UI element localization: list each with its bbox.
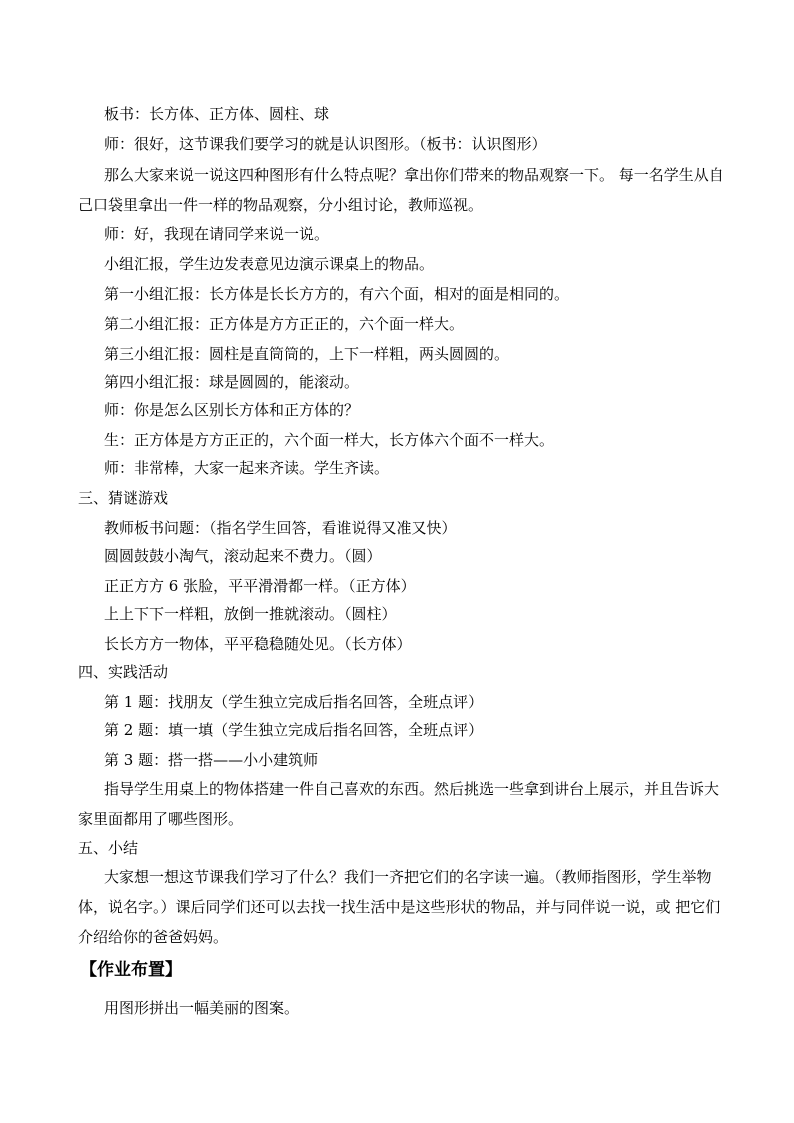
activity-1: 第 1 题：找朋友（学生独立完成后指名回答，全班点评）	[104, 693, 484, 711]
teacher-question: 师：你是怎么区别长方体和正方体的？	[104, 401, 360, 419]
riddle-3: 上上下下一样粗，放倒一推就滚动。（圆柱）	[104, 605, 397, 623]
teacher-line-invite: 师：好，我现在请同学来说一说。	[104, 225, 330, 243]
board-writing-shapes: 板书：长方体、正方体、圆柱、球	[104, 105, 330, 123]
homework-heading: 【作业布置】	[80, 960, 182, 980]
teacher-line-topic: 师：很好，这节课我们要学习的就是认识图形。（板书：认识图形）	[104, 135, 547, 153]
group-report-3: 第三小组汇报：圆柱是直筒筒的，上下一样粗，两头圆圆的。	[104, 345, 510, 363]
student-answer: 生：正方体是方方正正的，六个面一样大，长方体六个面不一样大。	[104, 431, 555, 449]
section-heading-activity: 四、实践活动	[78, 663, 169, 681]
paragraph-summary: 大家想一想这节课我们学习了什么？我们一齐把它们的名字读一遍。（教师指图形，学生举物体，说名字。）课后同学们还可以去找一找生活中是这些形状的物品，并与同伴说一说，或 把它们介绍给你的爸爸妈妈。	[78, 868, 721, 946]
section-heading-riddles: 三、猜谜游戏	[78, 489, 169, 507]
paragraph-build: 指导学生用桌上的物体搭建一件自己喜欢的东西。然后挑选一些拿到讲台上展示，并且告诉大家里面都用了哪些图形。	[78, 780, 720, 828]
riddle-2: 正正方方 6 张脸，平平滑滑都一样。（正方体）	[104, 577, 416, 595]
homework-task: 用图形拼出一幅美丽的图案。	[104, 999, 300, 1017]
group-report-4: 第四小组汇报：球是圆圆的，能滚动。	[104, 373, 360, 391]
group-report-2: 第二小组汇报：正方体是方方正正的，六个面一样大。	[104, 315, 465, 333]
section-heading-summary: 五、小结	[78, 839, 139, 857]
group-report-intro: 小组汇报，学生边发表意见边演示课桌上的物品。	[104, 255, 435, 273]
paragraph-observe: 那么大家来说一说这四种图形有什么特点呢？拿出你们带来的物品观察一下。 每一名学生从自己口袋里拿出一件一样的物品观察，分小组讨论，教师巡视。	[78, 166, 724, 214]
activity-2: 第 2 题：填一填（学生独立完成后指名回答，全班点评）	[104, 721, 484, 739]
activity-3: 第 3 题：搭一搭——小小建筑师	[104, 751, 319, 769]
riddle-intro: 教师板书问题：（指名学生回答，看谁说得又准又快）	[104, 519, 457, 537]
group-report-1: 第一小组汇报：长方体是长长方方的，有六个面，相对的面是相同的。	[104, 285, 570, 303]
riddle-4: 长长方方一物体，平平稳稳随处见。（长方体）	[104, 635, 412, 653]
riddle-1: 圆圆鼓鼓小淘气，滚动起来不费力。（圆）	[104, 547, 382, 565]
teacher-praise: 师：非常棒，大家一起来齐读。学生齐读。	[104, 459, 390, 477]
